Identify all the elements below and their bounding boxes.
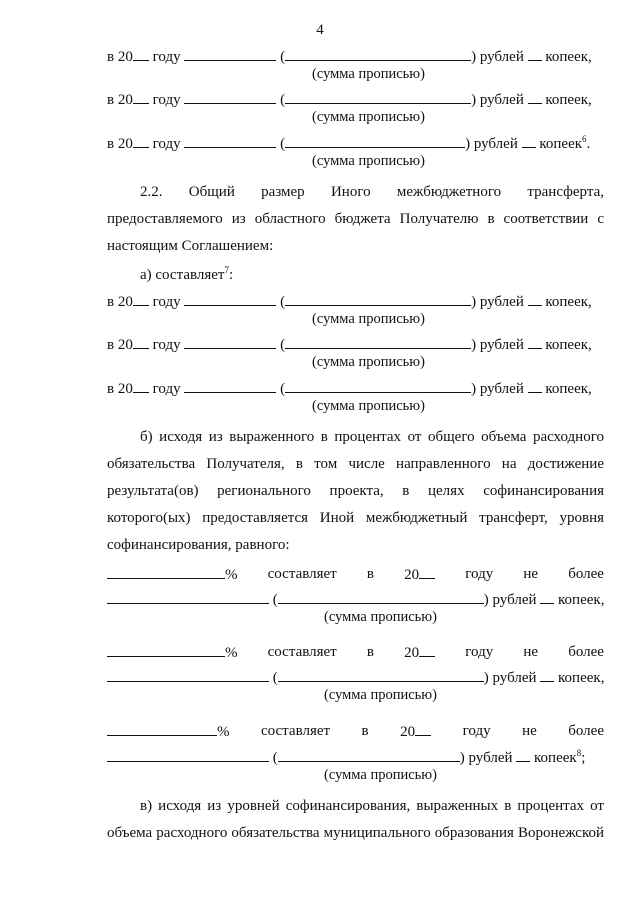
percent-field	[107, 643, 238, 662]
item-b-line-1: б) исходя из выраженного в процентах от общего объема расходного	[140, 429, 604, 445]
year-prefix: в 20	[107, 92, 133, 108]
kop-label: копеек	[539, 136, 583, 152]
year-field	[400, 722, 431, 741]
ne-word: не	[523, 566, 539, 582]
kop-label: копеек,	[545, 381, 592, 397]
item-c-line-1: в) исходя из уровней софинансирования, выраженных в процентах от	[140, 798, 604, 814]
sum-in-words-hint: (сумма прописью)	[312, 398, 425, 414]
year-field	[404, 643, 435, 662]
sum-in-words-hint: (сумма прописью)	[312, 153, 425, 169]
footnote-6: 6	[582, 134, 587, 144]
percent-sign: %	[225, 567, 238, 583]
item-b-line-4: которого(ых) предоставляется Иной межбюджетный трансферт, уровня	[107, 510, 604, 526]
sum-in-words-hint: (сумма прописью)	[324, 609, 437, 625]
item-a-label: а) составляет$^7$:	[140, 265, 234, 283]
year-suffix: году	[152, 92, 181, 108]
rub-label: ) рублей	[465, 136, 518, 152]
year-twenty: 20	[400, 724, 416, 740]
god-word: году	[465, 566, 494, 582]
section-2-2-line-3: настоящим Соглашением:	[107, 238, 274, 254]
item-b-line-5: софинансирования, равного:	[107, 537, 290, 553]
item-a-text: а) составляет	[140, 267, 225, 283]
kop-label: копеек,	[558, 592, 605, 608]
year-prefix: в 20	[107, 294, 133, 310]
sum-in-words-hint: (сумма прописью)	[312, 354, 425, 370]
percent-row-2	[107, 643, 604, 662]
sum-in-words-hint: (сумма прописью)	[312, 109, 425, 125]
rub-label: ) рублей	[483, 670, 537, 686]
amount-line-2: ( ) рублей копеек,	[107, 668, 604, 687]
rub-label: ) рублей	[483, 592, 537, 608]
footnote-8: 8	[576, 748, 582, 758]
kop-label: копеек,	[558, 670, 605, 686]
year-prefix: в 20	[107, 337, 133, 353]
bolee-word: более	[568, 644, 604, 660]
page-number: 4	[316, 22, 324, 38]
year-prefix: в 20	[107, 381, 133, 397]
v-word: в	[366, 644, 374, 660]
sostavl-word: составляет	[267, 644, 337, 660]
percent-sign: %	[217, 724, 230, 740]
sum-in-words-hint: (сумма прописью)	[312, 66, 425, 82]
section-2-2-line-1: 2.2. Общий размер Иного межбюджетного трансферта,	[140, 184, 604, 200]
sum-in-words-hint: (сумма прописью)	[324, 687, 437, 703]
year-prefix: в 20	[107, 136, 133, 152]
god-word: году	[462, 723, 491, 739]
ne-word: не	[522, 723, 537, 739]
sostavl-word: составляет	[260, 723, 331, 739]
item-b-line-3: результата(ов) регионального проекта, в целях софинансирования	[107, 483, 604, 499]
rub-label: ) рублей	[471, 49, 524, 65]
percent-field	[107, 565, 238, 584]
year-twenty: 20	[404, 645, 420, 661]
kop-label: копеек,	[545, 92, 592, 108]
v-word: в	[361, 723, 369, 739]
rub-label: ) рублей	[471, 294, 524, 310]
section-2-2-line-2: предоставляемого из областного бюджета Получателю в соответствии с	[107, 211, 604, 227]
year-suffix: году	[152, 49, 181, 65]
item-c-line-2: объема расходного обязательства муниципального образования Воронежской	[107, 825, 604, 841]
percent-row-3	[107, 722, 604, 741]
sum-in-words-hint: (сумма прописью)	[324, 767, 437, 783]
v-word: в	[366, 566, 374, 582]
kop-label: копеек,	[545, 294, 592, 310]
kop-label: копеек,	[545, 49, 592, 65]
year-line-6: в 20 году ( ) рублей копеек,	[107, 381, 592, 397]
year-suffix: году	[152, 381, 181, 397]
year-line-5: в 20 году ( ) рублей копеек,	[107, 337, 592, 353]
semicolon: ;	[581, 750, 586, 766]
ne-word: не	[523, 644, 539, 660]
bolee-word: более	[568, 723, 604, 739]
year-line-2: в 20 году ( ) рублей копеек,	[107, 92, 592, 108]
amount-line-1: ( ) рублей копеек,	[107, 590, 604, 609]
kop-label: копеек,	[545, 337, 592, 353]
percent-row-1	[107, 565, 604, 584]
footnote-7: 7	[224, 265, 229, 275]
percent-sign: %	[225, 645, 238, 661]
percent-field	[107, 722, 230, 741]
year-line-4: в 20 году ( ) рублей копеек,	[107, 294, 592, 310]
year-suffix: году	[152, 136, 181, 152]
kop-label: копеек	[534, 750, 577, 766]
god-word: году	[465, 644, 494, 660]
year-twenty: 20	[404, 567, 420, 583]
rub-label: ) рублей	[471, 92, 524, 108]
year-prefix: в 20	[107, 49, 133, 65]
year-field	[404, 565, 435, 584]
rub-label: ) рублей	[459, 750, 513, 766]
year-line-1: в 20 году ( ) рублей копеек,	[107, 49, 592, 65]
rub-label: ) рублей	[471, 337, 524, 353]
sum-in-words-hint: (сумма прописью)	[312, 311, 425, 327]
year-suffix: году	[152, 294, 181, 310]
bolee-word: более	[568, 566, 604, 582]
year-suffix: году	[152, 337, 181, 353]
sostavl-word: составляет	[267, 566, 337, 582]
item-b-line-2: обязательства Получателя, в том числе направленного на достижение	[107, 456, 604, 472]
year-line-3: в 20 году ( ) рублей копеек$^6$.	[107, 134, 591, 152]
amount-line-3: ( ) рублей копеек$^8$;	[107, 748, 585, 767]
rub-label: ) рублей	[471, 381, 524, 397]
